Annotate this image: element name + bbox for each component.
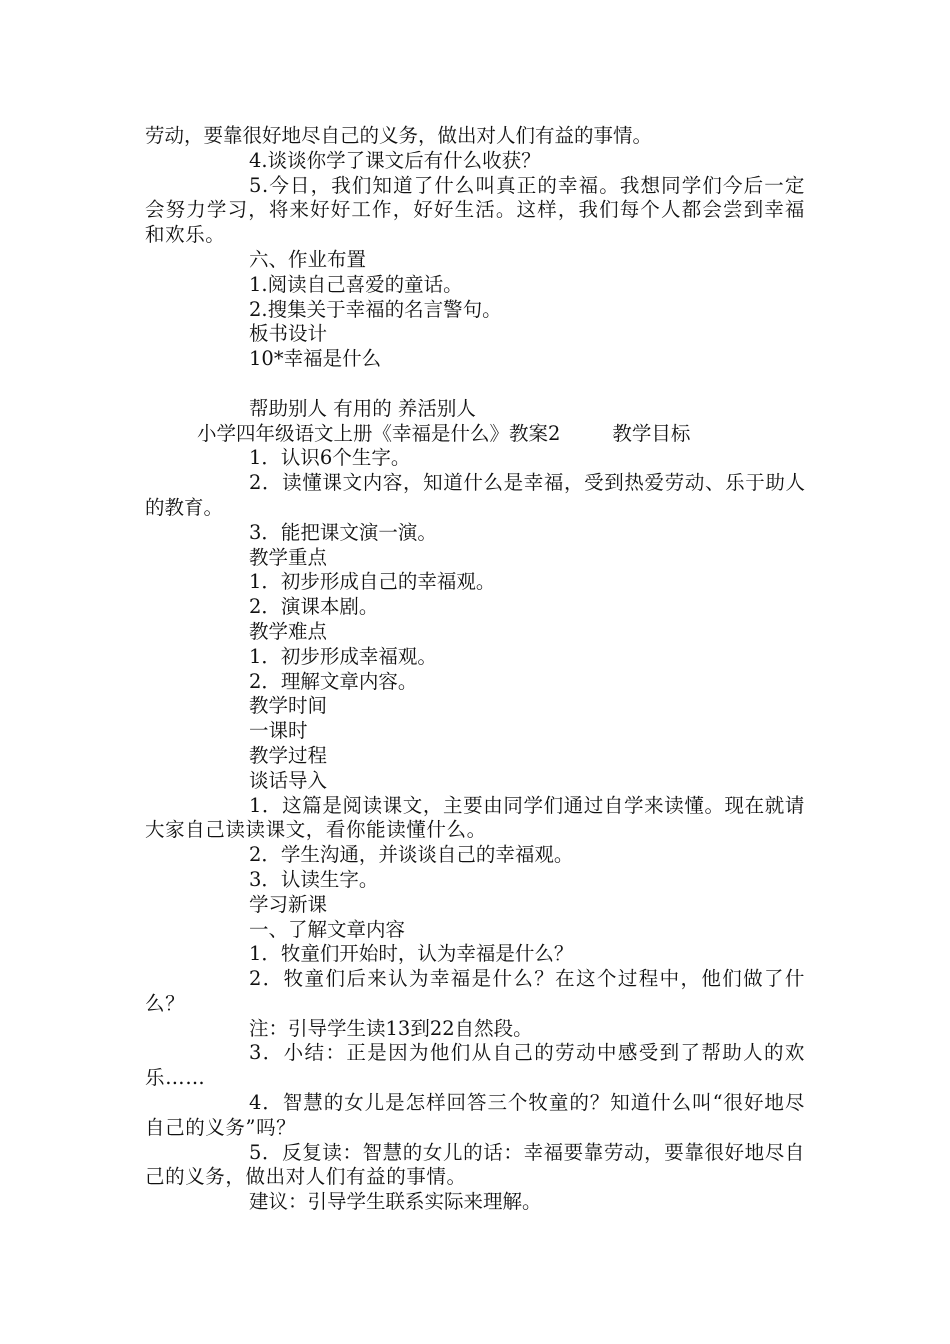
homework-item-1: 1.阅读自己喜爱的童话。 xyxy=(249,272,463,296)
section-heading-process: 教学过程 xyxy=(249,743,328,767)
time-value: 一课时 xyxy=(249,719,308,743)
objective-item-1: 1．认识6个生字。 xyxy=(249,446,411,470)
lesson-suggestion: 建议：引导学生联系实际来理解。 xyxy=(249,1190,542,1214)
lesson-item-1: 1．牧童们开始时，认为幸福是什么？ xyxy=(249,942,574,966)
objective-item-3: 3．能把课文演一演。 xyxy=(249,520,437,544)
difficulty-item-1: 1．初步形成幸福观。 xyxy=(249,644,437,668)
section-heading-difficulties: 教学难点 xyxy=(249,619,328,643)
section-heading-homework: 六、作业布置 xyxy=(249,247,367,271)
subsection-heading-intro: 谈话导入 xyxy=(249,768,328,792)
blank-line xyxy=(145,372,805,397)
difficulty-item-2: 2．理解文章内容。 xyxy=(249,669,418,693)
subsection-heading-new-lesson: 学习新课 xyxy=(249,892,328,916)
document-body xyxy=(145,124,805,1215)
intro-item-1: 1．这篇是阅读课文，主要由同学们通过自学来读懂。现在就请大家自己读读课文，看你能读懂什么。 xyxy=(145,793,805,842)
paragraph-item-4: 4.谈谈你学了课文后有什么收获？ xyxy=(249,148,541,172)
objective-item-2: 2．读懂课文内容，知道什么是幸福，受到热爱劳动、乐于助人的教育。 xyxy=(145,471,805,519)
lesson-plan-title-line xyxy=(145,422,805,447)
section-heading-objectives: 教学目标 xyxy=(612,421,691,445)
lesson-plan-title: 小学四年级语文上册《幸福是什么》教案2 xyxy=(197,421,561,445)
lesson-item-5: 5．反复读：智慧的女儿的话：幸福要靠劳动，要靠很好地尽自己的义务，做出对人们有益的事情。 xyxy=(145,1140,805,1189)
paragraph-item-5: 5.今日，我们知道了什么叫真正的幸福。我想同学们今后一定会努力学习，将来好好工作，好好生活。这样，我们每个人都会尝到幸福和欢乐。 xyxy=(145,173,805,247)
board-design-keywords: 帮助别人 有用的 养活别人 xyxy=(249,396,476,420)
paragraph-continuation: 劳动，要靠很好地尽自己的义务，做出对人们有益的事情。 xyxy=(145,124,653,147)
key-point-item-1: 1．初步形成自己的幸福观。 xyxy=(249,570,496,594)
section-heading-key-points: 教学重点 xyxy=(249,545,328,569)
lesson-item-4: 4．智慧的女儿是怎样回答三个牧童的？知道什么叫“很好地尽自己的义务”吗？ xyxy=(145,1091,805,1139)
section-heading-time: 教学时间 xyxy=(249,694,328,718)
intro-item-2: 2．学生沟通，并谈谈自己的幸福观。 xyxy=(249,843,574,867)
subsection-heading-understand: 一、了解文章内容 xyxy=(249,917,406,941)
lesson-item-2: 2．牧童们后来认为幸福是什么？在这个过程中，他们做了什么？ xyxy=(145,967,805,1015)
board-design-title: 10*幸福是什么 xyxy=(249,347,382,371)
section-heading-board-design: 板书设计 xyxy=(249,322,328,346)
lesson-note: 注：引导学生读13到22自然段。 xyxy=(249,1016,533,1040)
key-point-item-2: 2．演课本剧。 xyxy=(249,595,379,619)
lesson-item-3: 3．小结：正是因为他们从自己的劳动中感受到了帮助人的欢乐…… xyxy=(145,1041,805,1090)
homework-item-2: 2.搜集关于幸福的名言警句。 xyxy=(249,297,502,321)
intro-item-3: 3．认读生字。 xyxy=(249,867,379,891)
